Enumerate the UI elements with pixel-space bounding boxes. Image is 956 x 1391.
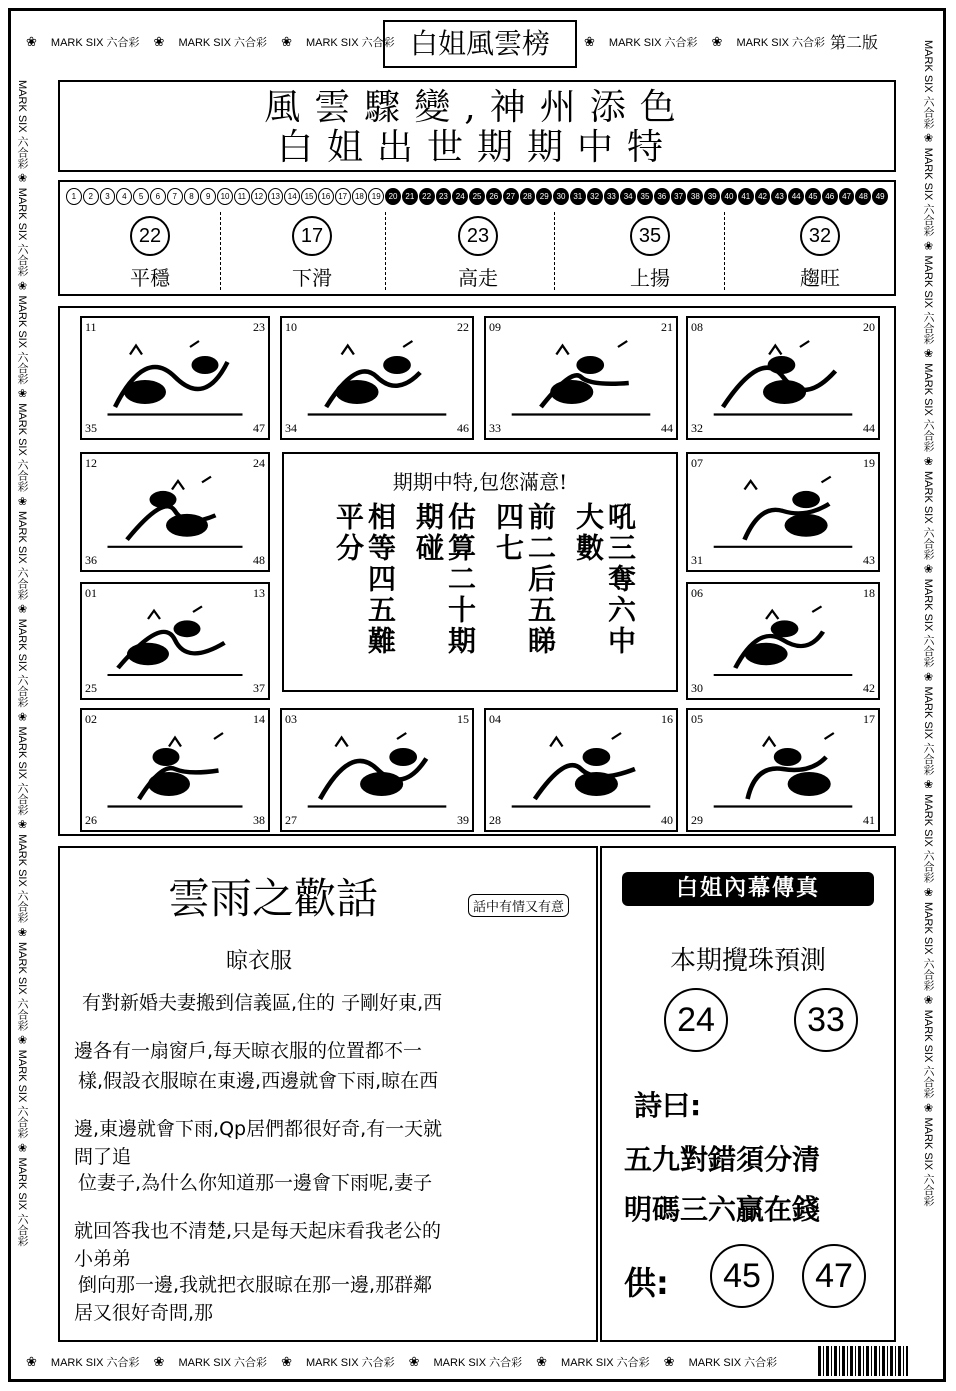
picture-card (686, 708, 880, 832)
watermark-text: MARK SIX 六合彩 (305, 37, 395, 49)
pick-1 (70, 216, 230, 291)
slogan-line-1: 風雲驟變,神州添色 (264, 87, 690, 128)
picture-card (280, 708, 474, 832)
card-number: 39 (457, 813, 469, 827)
number-ball: 41 (738, 188, 754, 205)
pick-word: 高走 (458, 266, 498, 290)
ink-painting-illustration (504, 332, 658, 422)
number-ball: 39 (704, 188, 720, 205)
flower-icon: ❀ (153, 34, 165, 49)
story-subtitle: 話中有情又有意 (468, 894, 569, 917)
number-ball: 35 (637, 188, 653, 205)
pick-number: 32 (800, 216, 840, 256)
card-number: 43 (863, 553, 875, 567)
number-ball: 29 (536, 188, 552, 205)
card-number: 17 (863, 712, 875, 726)
panel-title: 本期攪珠預測 (669, 946, 826, 976)
card-number: 10 (285, 320, 297, 334)
card-number: 37 (253, 681, 265, 695)
watermark-text: MARK SIX 六合彩 (688, 1357, 778, 1369)
picture-card (484, 708, 678, 832)
supply-number-2: 47 (802, 1244, 866, 1308)
picture-card (80, 452, 270, 572)
supply-number-1: 45 (710, 1244, 774, 1308)
card-number: 02 (85, 712, 97, 726)
number-ball: 2 (83, 188, 99, 205)
story-title: 雲雨之歡話 (168, 874, 379, 923)
watermark-text: MARK SIX 六合彩 (561, 1357, 650, 1369)
panel-banner: 白姐內幕傳真 (622, 872, 874, 906)
card-number: 03 (285, 712, 297, 726)
watermark-text: MARK SIX 六合彩 (736, 37, 826, 49)
picture-card (80, 316, 270, 440)
watermark-text: MARK SIX 六合彩 (608, 37, 698, 49)
flower-icon: ❀ (663, 1354, 675, 1369)
ink-painting-illustration (706, 468, 860, 554)
flower-icon: ❀ (584, 34, 595, 49)
top-watermark-row-right (584, 34, 825, 50)
card-number: 31 (691, 553, 703, 567)
card-number: 34 (285, 421, 297, 435)
story-heading: 晾衣服 (226, 949, 293, 974)
ink-painting-illustration (100, 332, 250, 422)
number-ball: 7 (167, 188, 183, 205)
card-number: 01 (85, 586, 97, 600)
poem-column: 吼三奪六中大數 (572, 502, 637, 657)
picture-card (280, 316, 474, 440)
picture-card (80, 582, 270, 700)
card-number: 27 (285, 813, 297, 827)
ink-painting-illustration (100, 724, 250, 814)
watermark-text: MARK SIX 六合彩 (305, 1357, 395, 1369)
card-number: 16 (661, 712, 673, 726)
number-ball: 22 (419, 188, 435, 205)
watermark-text: MARK SIX 六合彩 (50, 37, 140, 49)
card-number: 46 (457, 421, 469, 435)
ink-painting-illustration (504, 724, 658, 814)
card-number: 40 (661, 813, 673, 827)
poem-line-2: 明碼三六贏在錢 (624, 1193, 821, 1226)
number-ball: 43 (771, 188, 787, 205)
story-box (58, 846, 598, 1342)
top-watermark-row (26, 34, 395, 50)
card-number: 41 (863, 813, 875, 827)
card-number: 08 (691, 320, 703, 334)
barcode-graphic (818, 1346, 908, 1376)
card-number: 18 (863, 586, 875, 600)
number-ball: 6 (150, 188, 166, 205)
page-title: 白姐風雲榜 (383, 20, 577, 68)
number-ball: 34 (620, 188, 636, 205)
card-number: 32 (691, 421, 703, 435)
number-ball: 15 (301, 188, 317, 205)
pick-4 (570, 216, 730, 291)
card-number: 12 (85, 456, 97, 470)
number-ball: 21 (402, 188, 418, 205)
center-poem-box (282, 452, 678, 692)
card-number: 22 (457, 320, 469, 334)
card-number: 21 (661, 320, 673, 334)
number-ball: 32 (587, 188, 603, 205)
flower-icon: ❀ (408, 1354, 420, 1369)
number-ball: 46 (822, 188, 838, 205)
story-line: 位妻子,為什么你知道那一邊會下雨呢,妻子 (78, 1172, 433, 1194)
card-number: 20 (863, 320, 875, 334)
number-ball: 11 (234, 188, 250, 205)
flower-icon: ❀ (281, 34, 292, 49)
card-number: 24 (253, 456, 265, 470)
card-number: 38 (253, 813, 265, 827)
number-ball: 36 (654, 188, 670, 205)
flower-icon: ❀ (153, 1354, 165, 1369)
card-number: 35 (85, 421, 97, 435)
card-number: 47 (253, 421, 265, 435)
number-ball: 3 (100, 188, 116, 205)
card-number: 29 (691, 813, 703, 827)
number-ball: 9 (200, 188, 216, 205)
number-ball: 23 (436, 188, 452, 205)
pick-word: 趨旺 (800, 266, 840, 290)
pick-3 (398, 216, 558, 291)
number-ball: 13 (268, 188, 284, 205)
card-number: 04 (489, 712, 501, 726)
picture-card (686, 316, 880, 440)
number-ball: 25 (469, 188, 485, 205)
card-number: 44 (661, 421, 673, 435)
number-ball: 38 (687, 188, 703, 205)
card-number: 13 (253, 586, 265, 600)
number-ball: 24 (452, 188, 468, 205)
watermark-text: MARK SIX 六合彩 (178, 37, 268, 49)
ink-painting-illustration (706, 724, 860, 814)
poem-line-1: 五九對錯須分清 (624, 1143, 821, 1176)
pick-word: 平穩 (130, 266, 170, 290)
number-ball: 42 (755, 188, 771, 205)
pick-number: 17 (292, 216, 332, 256)
card-number: 36 (85, 553, 97, 567)
picture-card (80, 708, 270, 832)
picture-card (686, 582, 880, 700)
watermark-text: MARK SIX 六合彩 (50, 1357, 140, 1369)
pick-number: 22 (130, 216, 170, 256)
pick-number: 35 (630, 216, 670, 256)
number-ball: 20 (385, 188, 401, 205)
picture-card (686, 452, 880, 572)
card-number: 11 (85, 320, 97, 334)
number-ball: 31 (570, 188, 586, 205)
card-number: 33 (489, 421, 501, 435)
card-number: 28 (489, 813, 501, 827)
card-number: 15 (457, 712, 469, 726)
pick-2 (232, 216, 392, 291)
prediction-panel (600, 846, 896, 1342)
slogan-box (58, 80, 896, 172)
poem-label: 詩曰: (634, 1089, 702, 1122)
number-ball: 12 (251, 188, 267, 205)
flower-icon: ❀ (26, 1354, 37, 1369)
left-watermark-column: MARK SIX 六合彩 ❀ MARK SIX 六合彩 ❀ MARK SIX 六合彩 ❀ MARK SIX 六合彩 ❀ MARK SIX 六合彩 ❀ MARK SIX 六合彩 ❀ MARK SIX 六合彩 ❀ MARK SIX 六合彩 ❀ MARK SIX 六合彩 ❀ MARK SIX 六合彩 ❀ MARK SIX 六合彩 (16, 80, 28, 1247)
story-line: 邊,東邊就會下雨,Qp居們都很好奇,有一天就 (74, 1118, 443, 1140)
number-ball: 18 (352, 188, 368, 205)
number-ball: 28 (520, 188, 536, 205)
number-ball: 26 (486, 188, 502, 205)
flower-icon: ❀ (26, 34, 37, 49)
right-watermark-column: MARK SIX 六合彩 ❀ MARK SIX 六合彩 ❀ MARK SIX 六合彩 ❀ MARK SIX 六合彩 ❀ MARK SIX 六合彩 ❀ MARK SIX 六合彩 ❀ MARK SIX 六合彩 ❀ MARK SIX 六合彩 ❀ MARK SIX 六合彩 ❀ MARK SIX 六合彩 ❀ MARK SIX 六合彩 (922, 40, 934, 1207)
poem-column: 相等四五難平分 (332, 502, 397, 657)
ink-painting-illustration (300, 724, 454, 814)
flower-icon: ❀ (536, 1354, 548, 1369)
ink-painting-illustration (100, 598, 250, 682)
pick-word: 上揚 (630, 266, 670, 290)
card-number: 30 (691, 681, 703, 695)
card-number: 19 (863, 456, 875, 470)
watermark-text: MARK SIX 六合彩 (178, 1357, 268, 1369)
story-line: 問了追 (74, 1146, 132, 1168)
ink-painting-illustration (100, 468, 250, 554)
ink-painting-illustration (706, 598, 860, 682)
story-line: 倒向那一邊,我就把衣服晾在那一邊,那群鄰 (78, 1274, 433, 1296)
card-number: 05 (691, 712, 703, 726)
center-poem-head: 期期中特,包您滿意! (392, 470, 568, 494)
prediction-number-1: 24 (664, 988, 728, 1052)
number-ball: 37 (671, 188, 687, 205)
slogan-line-2: 白姐出世期期中特 (276, 127, 677, 168)
number-ball: 44 (788, 188, 804, 205)
number-strip (66, 188, 888, 205)
card-number: 14 (253, 712, 265, 726)
watermark-text: MARK SIX 六合彩 (433, 1357, 523, 1369)
number-ball: 10 (217, 188, 233, 205)
card-number: 07 (691, 456, 703, 470)
number-ball: 4 (116, 188, 132, 205)
number-ball: 48 (855, 188, 871, 205)
edition-label: 第二版 (830, 33, 879, 52)
picture-card (484, 316, 678, 440)
number-ball: 30 (553, 188, 569, 205)
poem-column: 估算二十期期碰 (412, 502, 477, 657)
number-ball: 27 (503, 188, 519, 205)
flower-icon: ❀ (281, 1354, 292, 1369)
supply-label: 供: (624, 1264, 669, 1302)
story-line: 就回答我也不清楚,只是每天起床看我老公的 (74, 1220, 442, 1242)
card-number: 25 (85, 681, 97, 695)
pick-5 (740, 216, 900, 291)
number-ball: 17 (335, 188, 351, 205)
number-ball: 1 (66, 188, 82, 205)
card-number: 26 (85, 813, 97, 827)
story-line: 有對新婚夫妻搬到信義區,住的 子剛好東,西 (82, 992, 443, 1014)
story-line: 居又很好奇問,那 (74, 1302, 214, 1324)
prediction-number-2: 33 (794, 988, 858, 1052)
number-ball: 47 (839, 188, 855, 205)
ink-painting-illustration (300, 332, 454, 422)
number-ball: 49 (872, 188, 888, 205)
number-ball: 16 (318, 188, 334, 205)
number-strip-box (58, 180, 896, 296)
flower-icon: ❀ (711, 34, 723, 49)
story-line: 樣,假設衣服晾在東邊,西邊就會下雨,晾在西 (78, 1070, 439, 1092)
bottom-watermark-row (26, 1354, 777, 1370)
card-number: 06 (691, 586, 703, 600)
number-ball: 40 (721, 188, 737, 205)
number-ball: 19 (368, 188, 384, 205)
poem-column: 前二后五睇四七 (492, 502, 557, 657)
pick-number: 23 (458, 216, 498, 256)
story-line: 小弟弟 (74, 1248, 132, 1270)
number-ball: 8 (184, 188, 200, 205)
card-number: 44 (863, 421, 875, 435)
card-number: 09 (489, 320, 501, 334)
card-number: 42 (863, 681, 875, 695)
ink-painting-illustration (706, 332, 860, 422)
number-ball: 5 (133, 188, 149, 205)
number-ball: 14 (284, 188, 300, 205)
number-ball: 45 (805, 188, 821, 205)
card-number: 48 (253, 553, 265, 567)
story-line: 邊各有一扇窗戶,每天晾衣服的位置都不一 (74, 1040, 423, 1062)
pick-word: 下滑 (292, 266, 332, 290)
number-ball: 33 (604, 188, 620, 205)
card-number: 23 (253, 320, 265, 334)
